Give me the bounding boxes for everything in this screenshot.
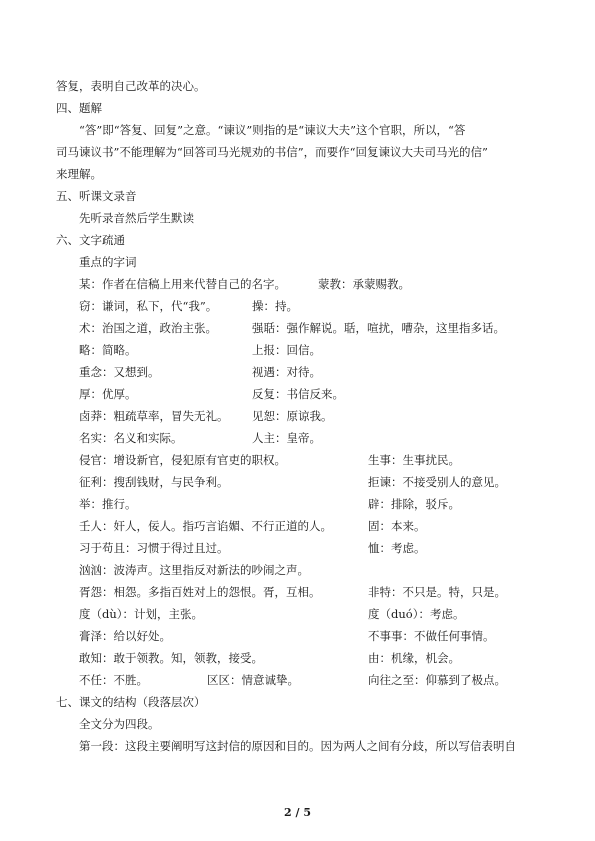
vocab-entry: 上报：回信。 <box>252 343 321 357</box>
section-6-subheading: 重点的字词 <box>79 255 137 269</box>
vocab-entry: 固：本来。 <box>368 519 426 533</box>
vocab-entry: 辟：排除，驳斥。 <box>368 497 460 511</box>
vocab-entry: 反复：书信反来。 <box>252 387 344 401</box>
section-4-line-2: 司马谏议书”不能理解为“回答司马光规劝的书信”，而要作“回复谏议大夫司马光的信” <box>56 145 488 159</box>
section-5-text: 先听录音然后学生默读 <box>79 211 194 225</box>
vocab-entry: 略：简略。 <box>79 343 137 357</box>
vocab-entry: 习于苟且：习惯于得过且过。 <box>79 541 229 555</box>
vocab-entry: 恤：考虑。 <box>368 541 426 555</box>
vocab-entry: 拒谏：不接受别人的意见。 <box>368 475 506 489</box>
vocab-entry: 窃：谦词，私下，代“我”。 <box>79 299 218 313</box>
vocab-entry: 不事事：不做任何事情。 <box>368 629 495 643</box>
section-7-line-1: 全文分为四段。 <box>79 717 160 731</box>
vocab-entry: 术：治国之道，政治主张。 <box>79 321 217 335</box>
vocab-entry: 膏泽：给以好处。 <box>79 629 171 643</box>
vocab-entry: 由：机缘，机会。 <box>368 651 460 665</box>
vocab-entry: 见恕：原谅我。 <box>252 409 333 423</box>
vocab-entry: 壬人：奸人，佞人。指巧言谄媚、不行正道的人。 <box>79 519 332 533</box>
section-6-heading: 六、文字疏通 <box>56 233 125 247</box>
vocab-entry: 某：作者在信稿上用来代替自己的名字。 <box>79 277 286 291</box>
vocab-entry: 强聒：强作解说。聒，喧扰，嘈杂，这里指多话。 <box>252 321 505 335</box>
section-4-line-1: “答”即“答复、回复”之意。“谏议”则指的是“谏议大夫”这个官职，所以，“答 <box>79 123 466 137</box>
vocab-entry: 不任：不胜。 <box>79 673 148 687</box>
section-4-line-3: 来理解。 <box>56 167 102 181</box>
page-number: 2 / 5 <box>284 806 311 819</box>
vocab-entry: 重念：又想到。 <box>79 365 160 379</box>
vocab-entry: 度（duó）：考虑。 <box>368 607 465 621</box>
vocab-entry: 侵官：增设新官，侵犯原有官吏的职权。 <box>79 453 286 467</box>
vocab-entry: 卤莽：粗疏草率，冒失无礼。 <box>79 409 229 423</box>
vocab-entry: 蒙教：承蒙赐教。 <box>318 277 410 291</box>
vocab-entry: 敢知：敢于领教。知，领教，接受。 <box>79 651 263 665</box>
vocab-entry: 名实：名义和实际。 <box>79 431 183 445</box>
vocab-entry: 非特：不只是。特，只是。 <box>368 585 506 599</box>
vocab-entry: 厚：优厚。 <box>79 387 137 401</box>
section-4-heading: 四、题解 <box>56 101 102 115</box>
section-7-line-2: 第一段：这段主要阐明写这封信的原因和目的。因为两人之间有分歧，所以写信表明自 <box>79 739 516 753</box>
vocab-entry: 胥怨：相怨。多指百姓对上的怨恨。胥，互相。 <box>79 585 321 599</box>
vocab-entry: 征利：搜刮钱财，与民争利。 <box>79 475 229 489</box>
section-7-heading: 七、课文的结构（段落层次） <box>56 695 206 709</box>
section-5-heading: 五、听课文录音 <box>56 189 137 203</box>
intro-tail-text: 答复，表明自己改革的决心。 <box>56 79 206 93</box>
vocab-entry: 操：持。 <box>252 299 298 313</box>
vocab-entry: 度（dù）：计划，主张。 <box>79 607 204 621</box>
vocab-entry: 举：推行。 <box>79 497 137 511</box>
vocab-entry: 区区：情意诚挚。 <box>207 673 299 687</box>
vocab-entry: 视遇：对待。 <box>252 365 321 379</box>
vocab-entry: 生事：生事扰民。 <box>368 453 460 467</box>
vocab-entry: 汹汹：波涛声。这里指反对新法的吵闹之声。 <box>79 563 309 577</box>
vocab-entry: 人主：皇帝。 <box>252 431 321 445</box>
vocab-entry: 向往之至：仰慕到了极点。 <box>368 673 506 687</box>
